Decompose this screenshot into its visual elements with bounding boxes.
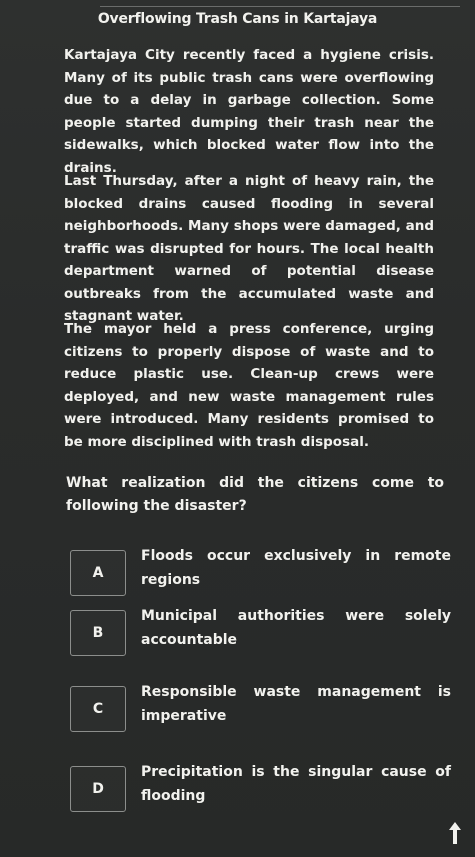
option-d[interactable]: [66, 760, 451, 820]
passage-paragraph-2: Last Thursday, after a night of heavy rain, the blocked drains caused flooding in several neighborhoods. Many shops were damaged, and traffic was disrupted for hours. The local health department warned of potential disease outbreaks from the accumulated waste and stagnant water.: [64, 173, 434, 324]
arrow-up-icon: [448, 821, 462, 845]
option-b[interactable]: [66, 604, 451, 664]
option-a[interactable]: [66, 544, 451, 604]
option-c[interactable]: [66, 680, 451, 740]
article-title: Overflowing Trash Cans in Kartajaya: [97, 11, 378, 27]
scroll-top-button[interactable]: [440, 818, 470, 848]
option-a-text[interactable]: Floods occur exclusively in remote regions: [141, 548, 451, 588]
option-b-text[interactable]: Municipal authorities were solely accountable: [141, 608, 451, 648]
option-a-letter-box[interactable]: A: [70, 550, 126, 596]
passage-paragraph-3: The mayor held a press conference, urging citizens to properly dispose of waste and to reduce plastic use. Clean-up crews were deployed, and new waste management rules were introduced. Many residents promised to be more disciplined with trash disposal.: [64, 321, 434, 450]
question-text: What realization did the citizens come to following the disaster?: [66, 475, 444, 514]
option-b-letter-box[interactable]: B: [70, 610, 126, 656]
option-d-letter-box[interactable]: D: [70, 766, 126, 812]
option-d-text[interactable]: Precipitation is the singular cause of flooding: [141, 764, 451, 804]
option-c-text[interactable]: Responsible waste management is imperative: [141, 684, 451, 724]
option-c-letter-box[interactable]: C: [70, 686, 126, 732]
title-divider: [100, 6, 460, 7]
passage-paragraph-1: Kartajaya City recently faced a hygiene crisis. Many of its public trash cans were overflowing due to a delay in garbage collection. Some people started dumping their trash near the sidewalks, which blocked water flow into the drains.: [64, 47, 434, 176]
